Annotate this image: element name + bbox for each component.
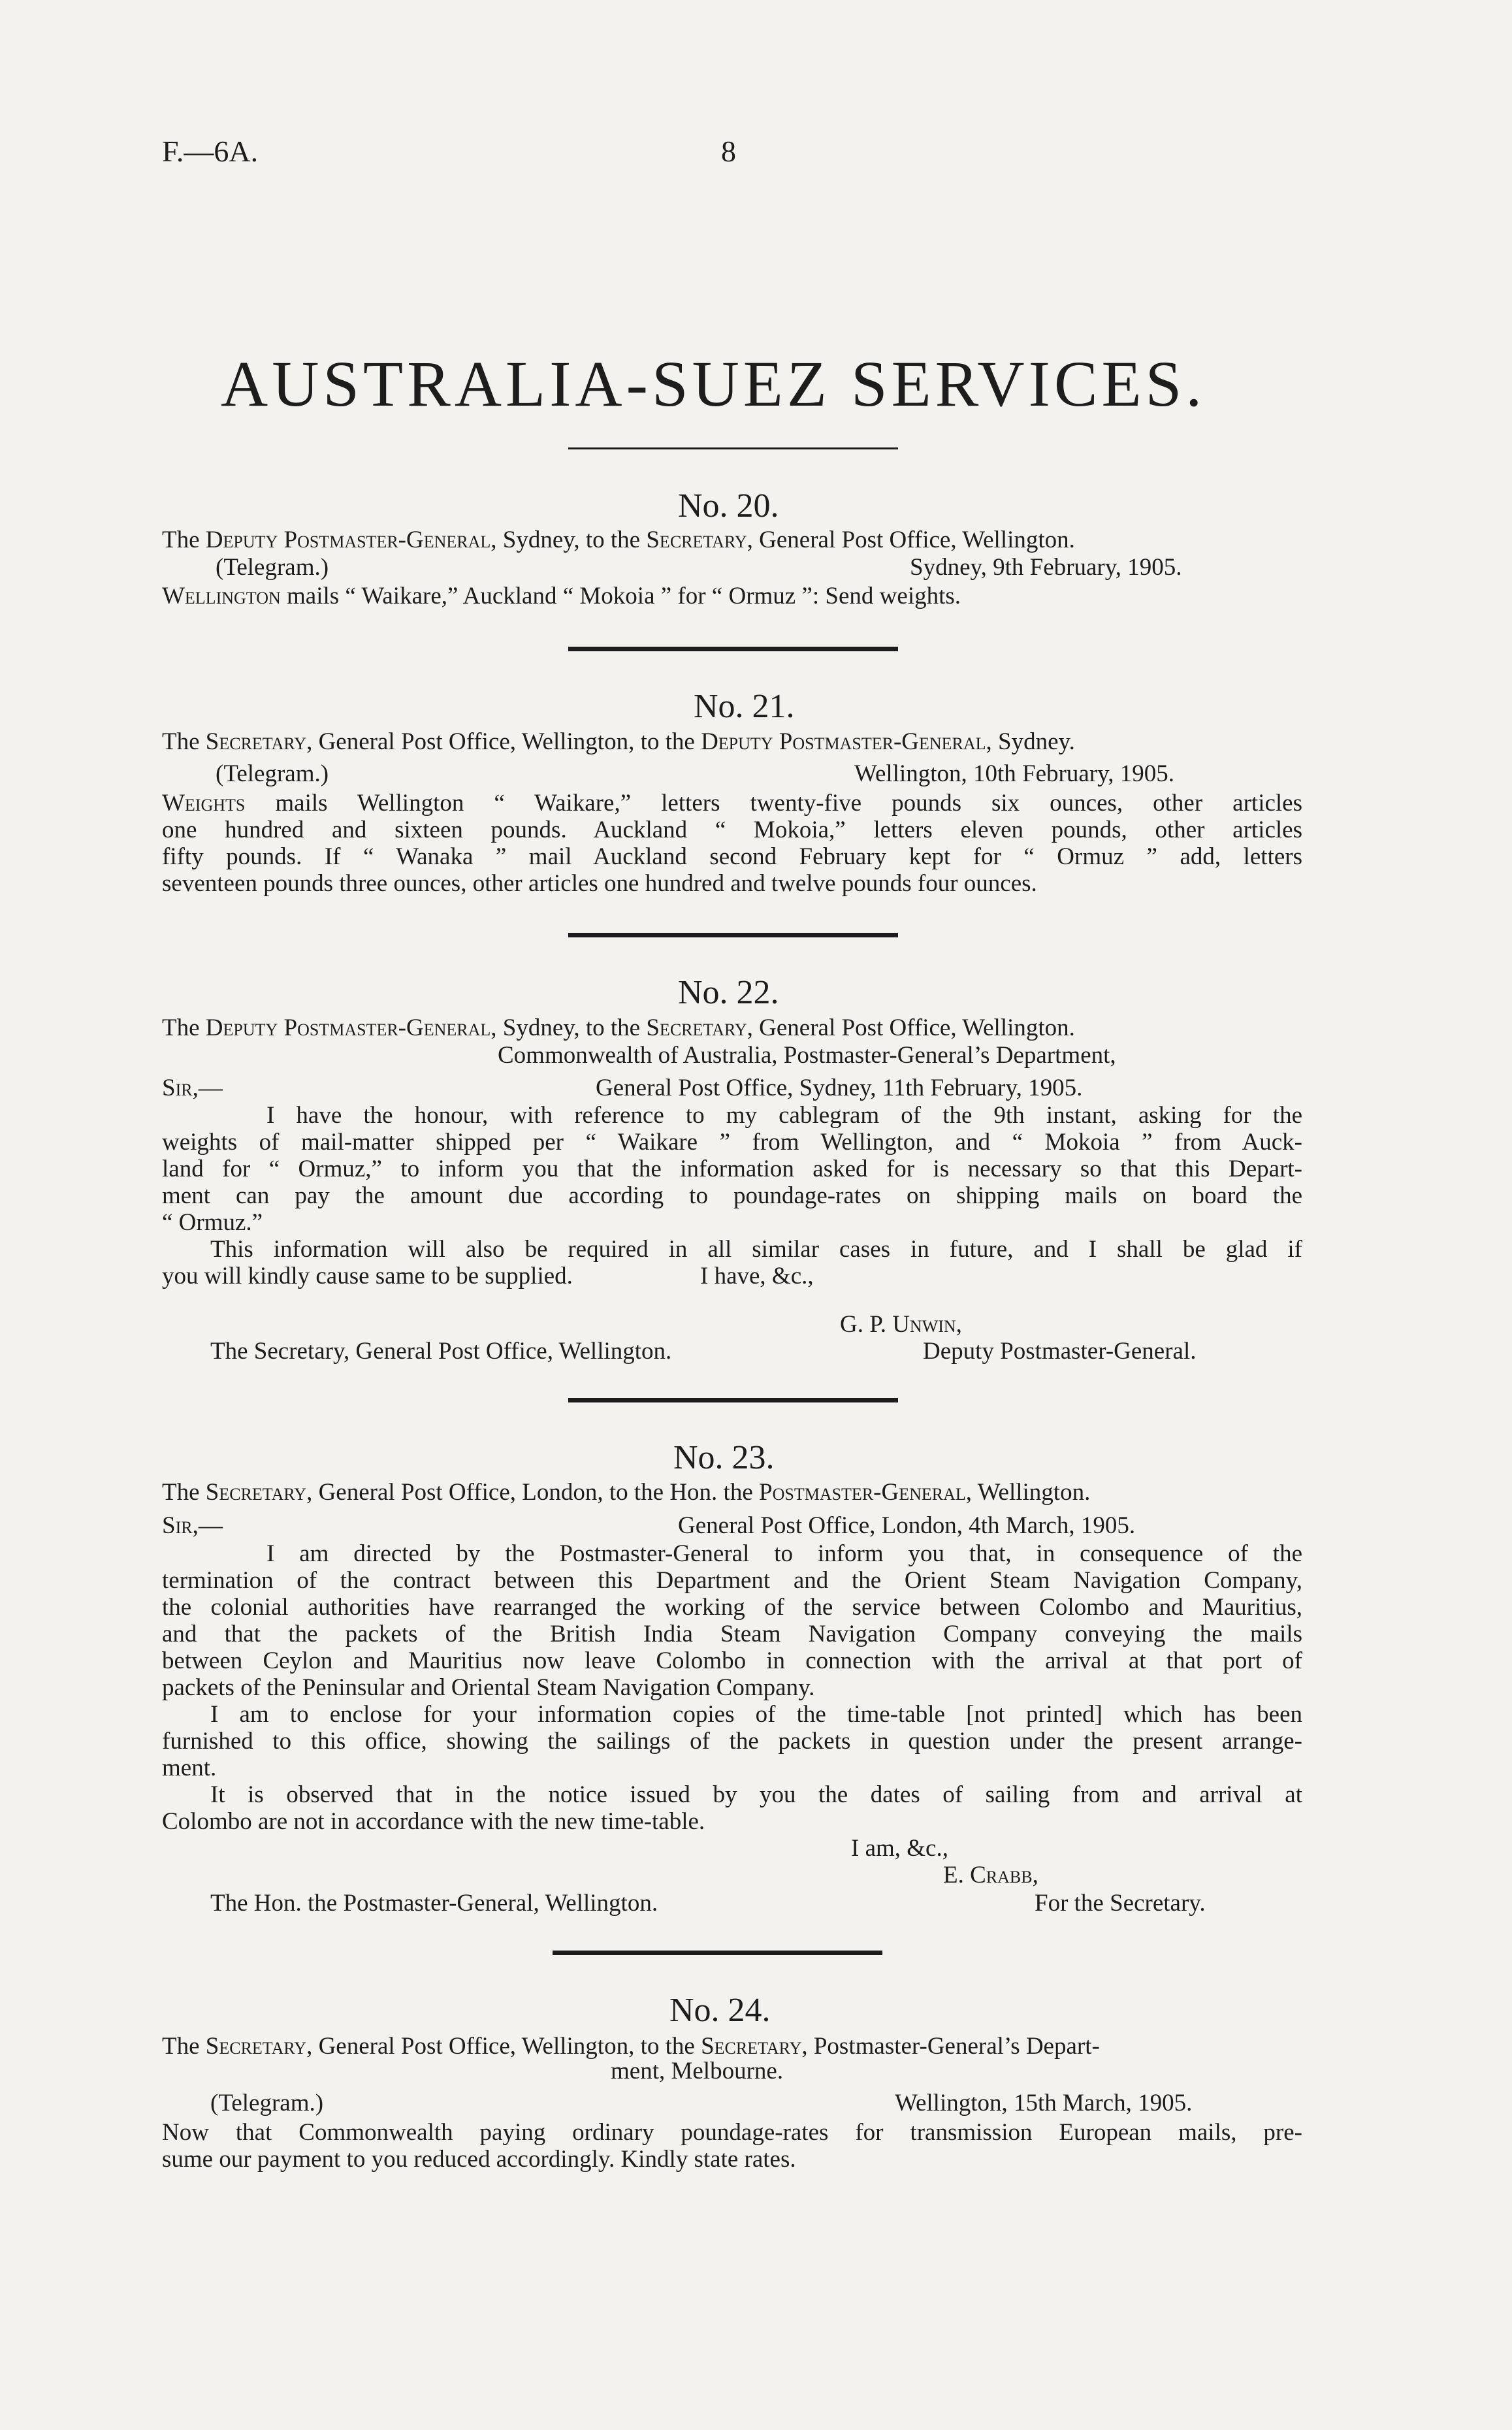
document-reference: F.—6A. (162, 135, 259, 168)
route-line (162, 1479, 1090, 1506)
route-recipient: Postmaster-General (759, 1479, 966, 1506)
signature-title: Deputy Postmaster-General. (923, 1338, 1197, 1365)
section-divider (568, 1398, 898, 1402)
body-line: sume our payment to you reduced accordingly. Kindly state rates. (162, 2146, 796, 2173)
address-line: Commonwealth of Australia, Postmaster-General’s Department, (498, 1042, 1116, 1069)
telegram-label: (Telegram.) (210, 2090, 324, 2116)
body-line: the colonial authorities have rearranged the working of the service between Colombo and Mauritius, (162, 1594, 1302, 1621)
route-suffix: , Wellington. (965, 1479, 1091, 1506)
body-line: one hundred and sixteen pounds. Auckland “ Mokoia,” letters eleven pounds, other articles (162, 817, 1302, 843)
addressee: The Hon. the Postmaster-General, Wellington. (210, 1890, 658, 1917)
telegram-label: (Telegram.) (216, 760, 329, 787)
route-middle: , Sydney, to the (491, 526, 647, 553)
section-divider (553, 1951, 882, 1955)
route-line (162, 526, 1075, 553)
telegram-label: (Telegram.) (216, 554, 329, 581)
small-caps-lead: Weights (162, 790, 246, 817)
route-line (162, 728, 1075, 755)
item-number: No. 23. (673, 1439, 775, 1476)
title-divider (568, 447, 898, 449)
item-number: No. 21. (694, 688, 795, 725)
dateline: General Post Office, London, 4th March, 1905. (678, 1512, 1136, 1539)
signature-title: For the Secretary. (1035, 1890, 1206, 1917)
route-recipient: Deputy Postmaster-General (701, 728, 986, 755)
addressee: The Secretary, General Post Office, Wellington. (210, 1338, 672, 1365)
signature-name: E. Crabb, (943, 1862, 1038, 1888)
route-suffix: , Postmaster-General’s Depart- (801, 2033, 1100, 2060)
dateline: Wellington, 10th February, 1905. (854, 760, 1174, 787)
dateline: Wellington, 15th March, 1905. (895, 2090, 1193, 2116)
closing: I have, &c., (700, 1263, 814, 1289)
body-line: seventeen pounds three ounces, other articles one hundred and twelve pounds four ounces. (162, 870, 1037, 897)
body-line (162, 790, 1302, 817)
dateline: Sydney, 9th February, 1905. (910, 554, 1182, 581)
body-line: between Ceylon and Mauritius now leave Colombo in connection with the arrival at that port of (162, 1647, 1302, 1674)
route-middle: , General Post Office, Wellington, to the (306, 728, 701, 755)
page-number: 8 (721, 135, 736, 168)
small-caps-lead: Wellington (162, 583, 281, 609)
body-line: ment can pay the amount due according to poundage-rates on shipping mails on board the (162, 1182, 1302, 1209)
route-suffix: , Sydney. (986, 728, 1075, 755)
route-prefix: The (162, 728, 206, 755)
body-text: mails “ Waikare,” Auckland “ Mokoia ” for “ Ormuz ”: Send weights. (280, 583, 961, 609)
route-sender: Secretary (205, 728, 307, 755)
route-sender: Secretary (205, 2033, 307, 2060)
body-line: Colombo are not in accordance with the new time-table. (162, 1808, 705, 1835)
body-line: fifty pounds. If “ Wanaka ” mail Auckland second February kept for “ Ormuz ” add, letters (162, 843, 1302, 870)
route-suffix: , General Post Office, Wellington. (747, 1014, 1075, 1041)
item-number: No. 22. (678, 974, 779, 1011)
route-suffix: , General Post Office, Wellington. (747, 526, 1075, 553)
route-recipient: Secretary (646, 1014, 747, 1041)
route-prefix: The (162, 526, 206, 553)
body-line: ment. (162, 1755, 217, 1781)
route-recipient: Secretary (646, 526, 747, 553)
body-line: I have the honour, with reference to my cablegram of the 9th instant, asking for the (266, 1102, 1302, 1129)
body-line: weights of mail-matter shipped per “ Waikare ” from Wellington, and “ Mokoia ” from Auck- (162, 1129, 1302, 1156)
body-line: I am to enclose for your information copies of the time-table [not printed] which has been (210, 1701, 1302, 1728)
route-middle: , General Post Office, Wellington, to the (306, 2033, 701, 2060)
body-line: furnished to this office, showing the sailings of the packets in question under the present arrange- (162, 1728, 1302, 1755)
body-line: and that the packets of the British India Steam Navigation Company conveying the mails (162, 1621, 1302, 1647)
section-divider (568, 647, 898, 651)
route-prefix: The (162, 1014, 206, 1041)
body-line: It is observed that in the notice issued by you the dates of sailing from and arrival at (210, 1781, 1302, 1808)
route-sender: Secretary (205, 1479, 307, 1506)
section-divider (568, 933, 898, 937)
salutation: Sir,— (162, 1512, 223, 1539)
body-line: This information will also be required in all similar cases in future, and I shall be glad if (210, 1236, 1302, 1263)
route-sender: Deputy Postmaster-General (205, 1014, 491, 1041)
body-line: I am directed by the Postmaster-General to inform you that, in consequence of the (266, 1540, 1302, 1567)
route-prefix: The (162, 1479, 206, 1506)
body-line: land for “ Ormuz,” to inform you that the information asked for is necessary so that this Depart- (162, 1156, 1302, 1182)
body-line: termination of the contract between this Department and the Orient Steam Navigation Company, (162, 1567, 1302, 1594)
route-middle: , General Post Office, London, to the Hon. the (306, 1479, 759, 1506)
body-line: you will kindly cause same to be supplied. (162, 1263, 573, 1289)
body-line: “ Ormuz.” (162, 1209, 263, 1236)
body-line (162, 583, 961, 609)
route-prefix: The (162, 2033, 206, 2060)
body-line: Now that Commonwealth paying ordinary poundage-rates for transmission European mails, pre- (162, 2119, 1302, 2146)
body-text: mails Wellington “ Waikare,” letters twenty-five pounds six ounces, other articles (245, 790, 1302, 817)
route-recipient: Secretary (701, 2033, 802, 2060)
route-line (162, 1014, 1075, 1041)
page-title: AUSTRALIA-SUEZ SERVICES. (221, 348, 1206, 420)
signature-name: G. P. Unwin, (840, 1311, 962, 1338)
body-line: packets of the Peninsular and Oriental Steam Navigation Company. (162, 1674, 815, 1701)
dateline: General Post Office, Sydney, 11th February, 1905. (596, 1075, 1083, 1101)
item-number: No. 20. (678, 487, 779, 525)
closing: I am, &c., (851, 1835, 948, 1862)
route-continuation: ment, Melbourne. (611, 2058, 784, 2084)
route-line (162, 2033, 1100, 2060)
route-sender: Deputy Postmaster-General (205, 526, 491, 553)
route-middle: , Sydney, to the (491, 1014, 647, 1041)
salutation: Sir,— (162, 1075, 223, 1101)
item-number: No. 24. (669, 1992, 771, 2029)
